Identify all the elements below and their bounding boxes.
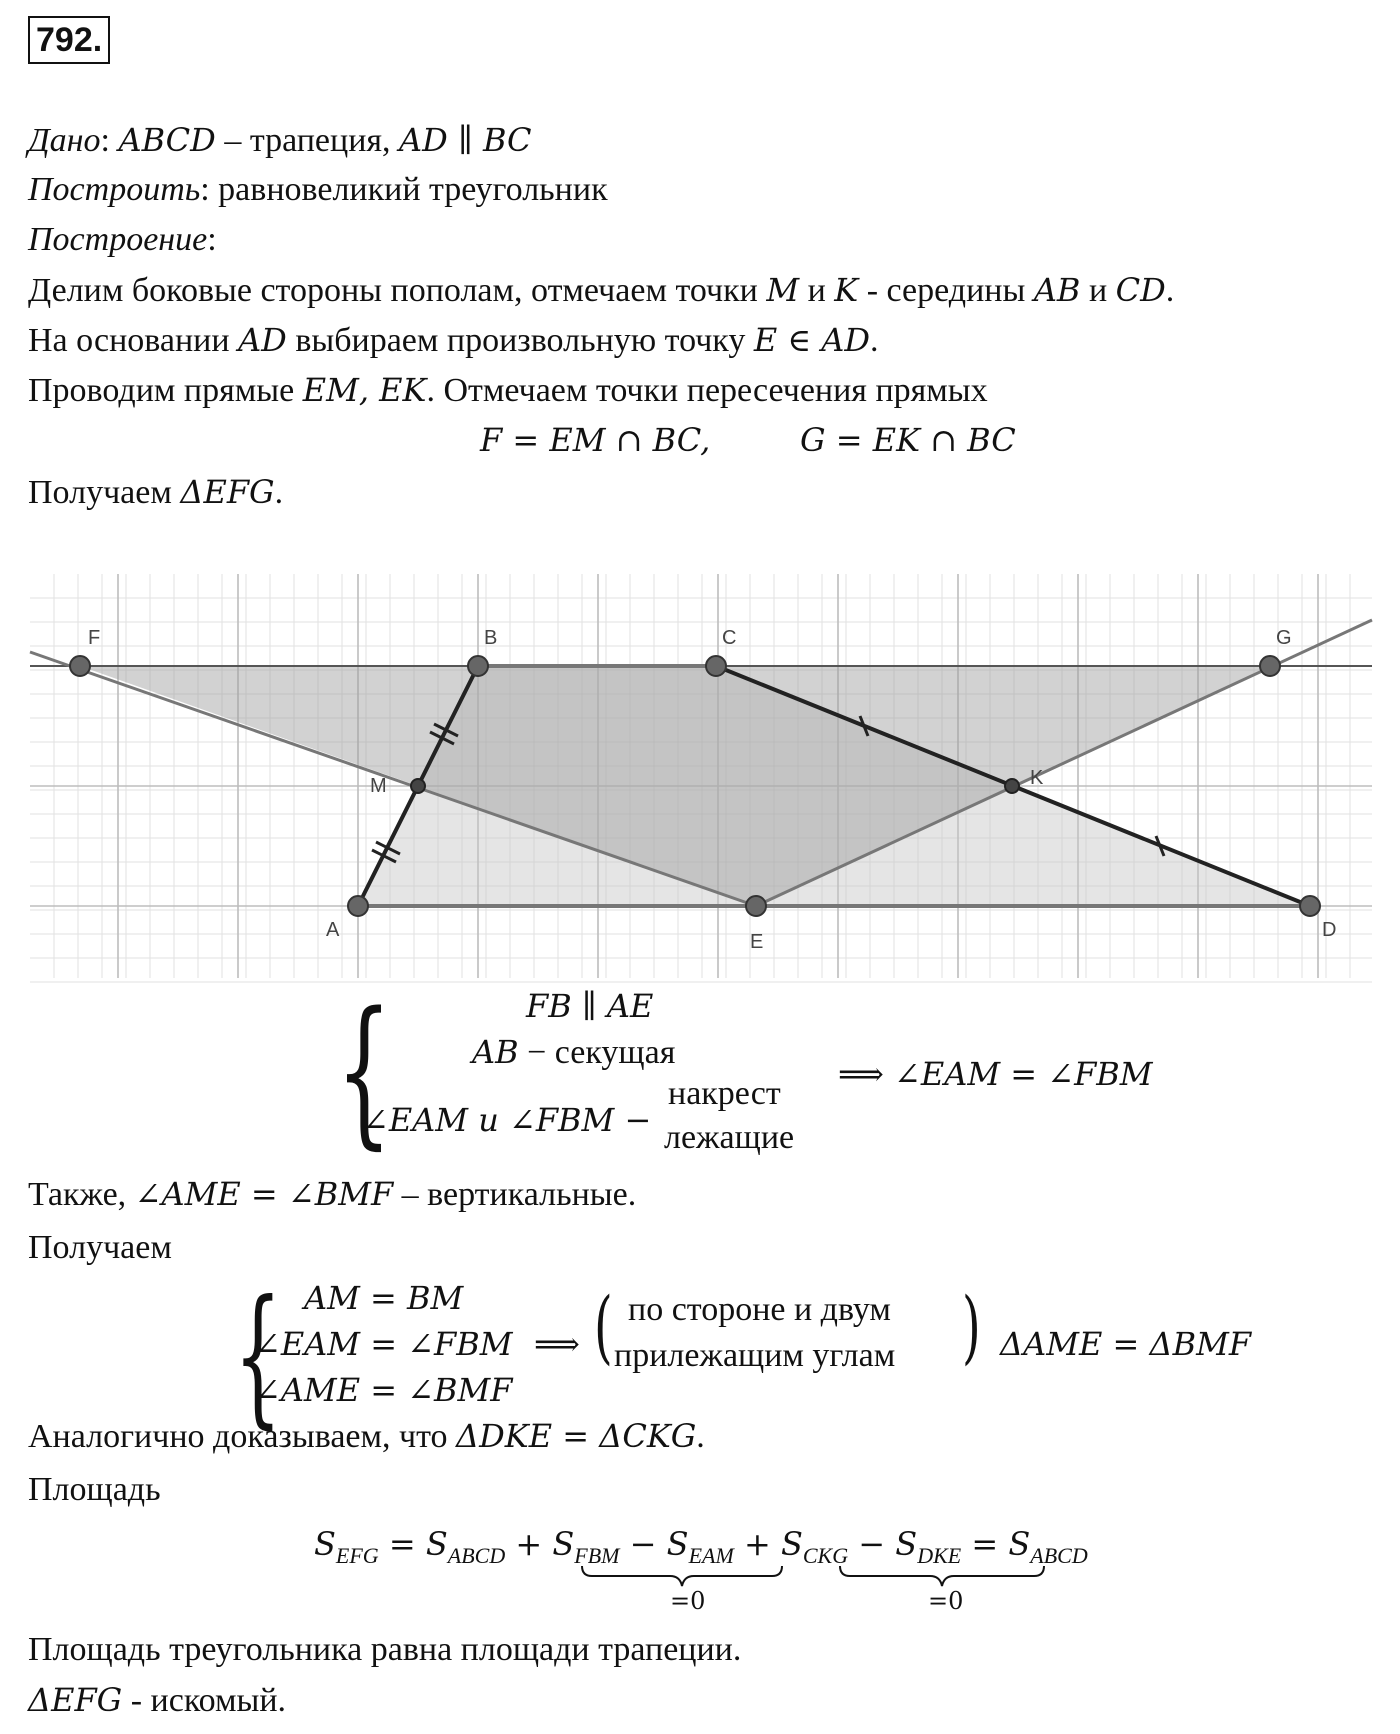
result-t2: . bbox=[274, 474, 284, 511]
step1-K: K bbox=[834, 271, 859, 309]
conclusion2-tri: ΔEFG bbox=[28, 1681, 123, 1719]
system2-paren-left: ( bbox=[594, 1280, 613, 1373]
label-a: A bbox=[326, 919, 340, 941]
construction-label: Построение bbox=[28, 221, 208, 258]
underbrace-zero-2: =0 bbox=[928, 1587, 964, 1615]
result-t1: Получаем bbox=[28, 474, 181, 511]
given-colon: : bbox=[100, 122, 110, 159]
system1-row3b-top: накрест bbox=[668, 1075, 781, 1112]
label-e: E bbox=[750, 931, 764, 953]
system1-row2b: − секущая bbox=[518, 1034, 676, 1071]
step2-E: E ∈ AD bbox=[753, 321, 871, 359]
system1-row1: FB ∥ AE bbox=[526, 987, 654, 1025]
label-d: D bbox=[1322, 919, 1337, 941]
label-f: F bbox=[88, 627, 101, 649]
system2-paren-right: ) bbox=[962, 1280, 981, 1373]
step1-t1: Делим боковые стороны пополам, отмечаем точки bbox=[28, 272, 767, 309]
formula-sub-dke: DKE bbox=[917, 1543, 962, 1568]
system1-row3b-bot: лежащие bbox=[664, 1119, 795, 1156]
step1-t3: - середины bbox=[858, 272, 1034, 309]
conclusion1: Площадь треугольника равна площади трапеции. bbox=[28, 1631, 742, 1668]
formula-s-ckg: S bbox=[780, 1525, 803, 1563]
step1-AB: AB bbox=[1033, 271, 1081, 309]
given-parallel: AD ∥ BC bbox=[399, 121, 532, 159]
formula-eq2: = bbox=[961, 1525, 1009, 1563]
analog-t2: . bbox=[696, 1418, 705, 1455]
underbrace-zero-1: =0 bbox=[670, 1587, 706, 1615]
step1-t2: и bbox=[799, 272, 835, 309]
formula-eq1: = bbox=[378, 1525, 426, 1563]
construction-colon: : bbox=[207, 221, 217, 258]
also-t2: – вертикальные. bbox=[393, 1176, 637, 1213]
formula-sub-abcd: ABCD bbox=[447, 1543, 506, 1568]
label-b: B bbox=[484, 627, 498, 649]
analog-t1: Аналогично доказываем, что bbox=[28, 1418, 457, 1455]
formula-sub-ckg: CKG bbox=[802, 1543, 849, 1568]
formula-sub-efg: EFG bbox=[335, 1543, 379, 1568]
formula-s-fbm: S bbox=[552, 1525, 575, 1563]
system2-paren-top: по стороне и двум bbox=[628, 1291, 891, 1328]
system1-row2a: AB bbox=[472, 1033, 519, 1071]
formula-plus1: + bbox=[505, 1525, 553, 1563]
conclusion2 bbox=[28, 1678, 286, 1723]
system2-paren-bot: прилежащим углам bbox=[614, 1337, 896, 1374]
system2-row2: ∠EAM = ∠FBM bbox=[254, 1325, 513, 1363]
formula-sub-eam: EAM bbox=[688, 1543, 734, 1568]
system2-row3: ∠AME = ∠BMF bbox=[254, 1371, 513, 1409]
formula-minus1: − bbox=[619, 1525, 667, 1563]
getting-line: Получаем bbox=[28, 1229, 172, 1266]
formula-s-abcd: S bbox=[425, 1525, 448, 1563]
step2-t1: На основании bbox=[28, 322, 239, 359]
problem-number: 792. bbox=[28, 16, 110, 64]
system1-brace: { bbox=[336, 977, 392, 1164]
given-figure: ABCD bbox=[118, 121, 216, 159]
construct-label: Построить bbox=[28, 171, 201, 208]
intersection-g: G = EK ∩ BC bbox=[800, 421, 1016, 459]
step1-t4: и bbox=[1080, 272, 1116, 309]
system1-row3a-text: ∠EAM и ∠FBM − bbox=[362, 1101, 652, 1139]
system2-arrow: ⟹ bbox=[534, 1325, 580, 1363]
system2-result: ΔAME = ΔBMF bbox=[1000, 1325, 1252, 1363]
step2-t2: выбираем произвольную точку bbox=[286, 322, 754, 359]
step1-M: M bbox=[766, 271, 800, 309]
formula-sub-abcd2: ABCD bbox=[1030, 1543, 1088, 1568]
also-t1: Также, bbox=[28, 1176, 135, 1213]
step3-lines: EM, EK bbox=[302, 371, 427, 409]
formula-minus2: − bbox=[848, 1525, 896, 1563]
formula-plus2: + bbox=[733, 1525, 781, 1563]
underbrace-1 bbox=[582, 1566, 782, 1586]
step2-t3: . bbox=[870, 322, 879, 359]
formula-s-eam: S bbox=[666, 1525, 689, 1563]
also-eq: ∠AME = ∠BMF bbox=[134, 1175, 394, 1213]
label-k: K bbox=[1030, 767, 1044, 789]
label-m: M bbox=[370, 775, 387, 797]
step1-CD: CD bbox=[1115, 271, 1166, 309]
system2-row1: AM = BM bbox=[304, 1279, 464, 1317]
label-g: G bbox=[1276, 627, 1292, 649]
label-c: C bbox=[722, 627, 737, 649]
step3-t2: . Отмечаем точки пересечения прямых bbox=[426, 372, 988, 409]
system2-brace: { bbox=[234, 1269, 282, 1443]
underbrace-2 bbox=[840, 1566, 1044, 1586]
step3-t1: Проводим прямые bbox=[28, 372, 303, 409]
analog-eq: ΔDKE = ΔCKG bbox=[456, 1417, 697, 1455]
formula-s-efg: S bbox=[314, 1525, 336, 1563]
step1-t5: . bbox=[1165, 272, 1175, 309]
intersection-f: F = EM ∩ BC, bbox=[480, 421, 711, 459]
area-label: Площадь bbox=[28, 1471, 161, 1508]
conclusion2-text: - искомый. bbox=[122, 1682, 287, 1719]
formula-s-abcd2: S bbox=[1008, 1525, 1031, 1563]
formula-s-dke: S bbox=[895, 1525, 918, 1563]
formula-sub-fbm: FBM bbox=[574, 1543, 620, 1568]
step2-AD: AD bbox=[238, 321, 287, 359]
construct-text: : равновеликий треугольник bbox=[200, 171, 608, 208]
given-label: Дано bbox=[28, 122, 101, 159]
result-tri: ΔEFG bbox=[180, 473, 275, 511]
system1-result: ⟹ ∠EAM = ∠FBM bbox=[838, 1055, 1153, 1093]
given-desc: – трапеция, bbox=[215, 122, 400, 159]
